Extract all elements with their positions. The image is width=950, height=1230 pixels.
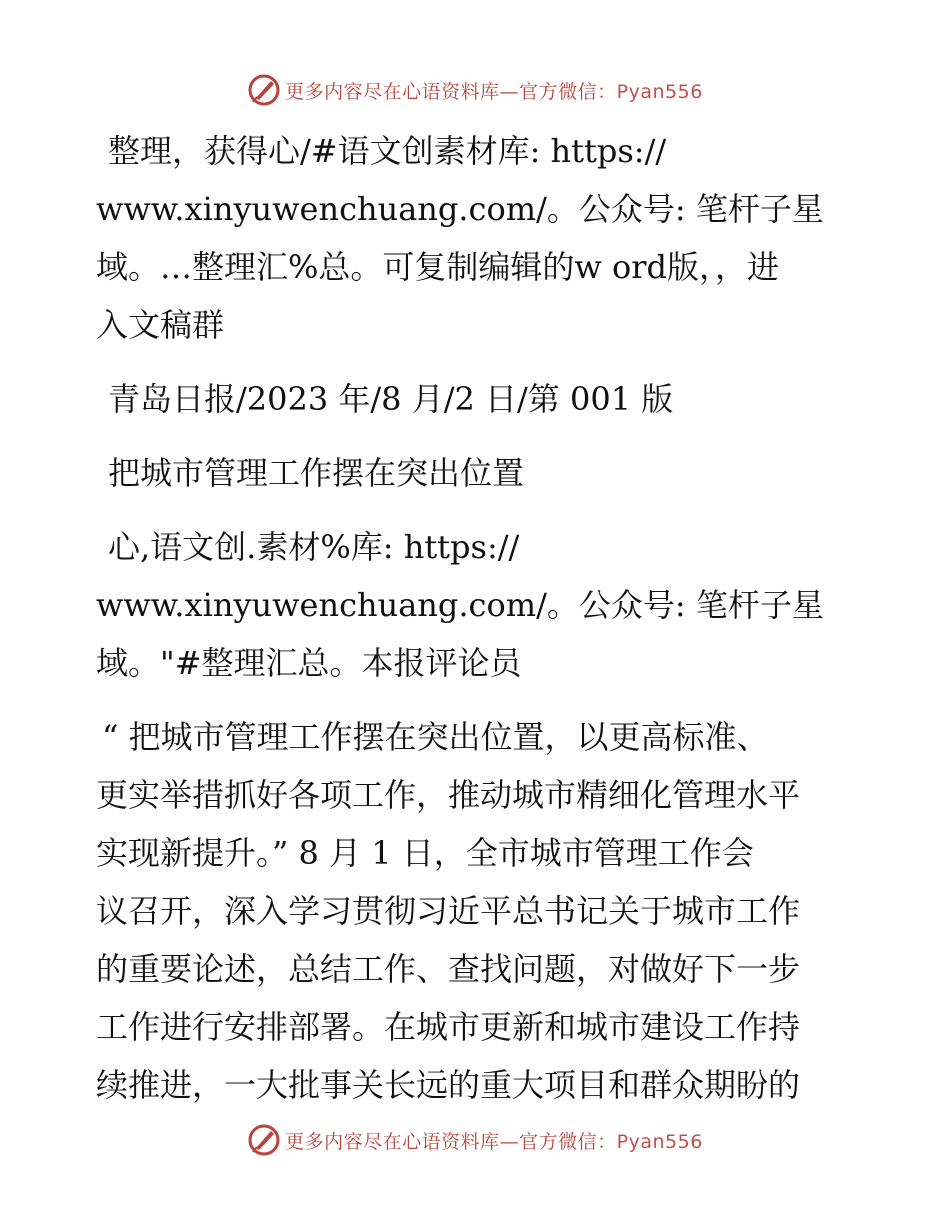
text-line: 议召开，深入学习贯彻习近平总书记关于城市工作 — [96, 892, 801, 930]
body-paragraph — [96, 708, 856, 1114]
text-line: 青岛日报/2023 年/8 月/2 日/第 001 版 — [108, 380, 674, 418]
text-line: 入文稿群 — [96, 306, 225, 344]
quill-logo-icon — [247, 73, 281, 107]
text-line: 心,语文创.素材%库: https:// — [108, 528, 520, 566]
text-line: 把城市管理工作摆在突出位置 — [108, 454, 525, 492]
document-body — [96, 122, 856, 1130]
text-line: 域。…整理汇%总。可复制编辑的w ord版，，进 — [96, 248, 780, 286]
intro-paragraph — [96, 122, 856, 354]
watermark-text: 更多内容尽在心语资料库—官方微信：Pyan556 — [285, 1130, 703, 1153]
text-line: www.xinyuwenchuang.com/。公众号: 笔杆子星 — [96, 586, 824, 624]
text-line: 域。"#整理汇总。本报评论员 — [96, 644, 522, 682]
text-line: 整理，获得心/#语文创素材库: https:// — [108, 132, 667, 170]
article-title — [96, 444, 856, 502]
text-line: 的重要论述，总结工作、查找问题，对做好下一步 — [96, 950, 801, 988]
byline-paragraph — [96, 518, 856, 692]
text-line: www.xinyuwenchuang.com/。公众号: 笔杆子星 — [96, 190, 824, 228]
watermark-text: 更多内容尽在心语资料库—官方微信：Pyan556 — [285, 80, 703, 103]
quill-logo-icon — [247, 1123, 281, 1157]
text-line: 工作进行安排部署。在城市更新和城市建设工作持 — [96, 1008, 801, 1046]
text-line: “ 把城市管理工作摆在突出位置，以更高标准、 — [102, 718, 769, 756]
watermark-banner-top — [0, 70, 950, 110]
watermark-banner-bottom — [0, 1120, 950, 1160]
text-line: 更实举措抓好各项工作，推动城市精细化管理水平 — [96, 776, 801, 814]
text-line: 续推进，一大批事关长远的重大项目和群众期盼的 — [96, 1066, 801, 1104]
source-line — [96, 370, 856, 428]
text-line: 实现新提升。” 8 月 1 日，全市城市管理工作会 — [96, 834, 754, 872]
